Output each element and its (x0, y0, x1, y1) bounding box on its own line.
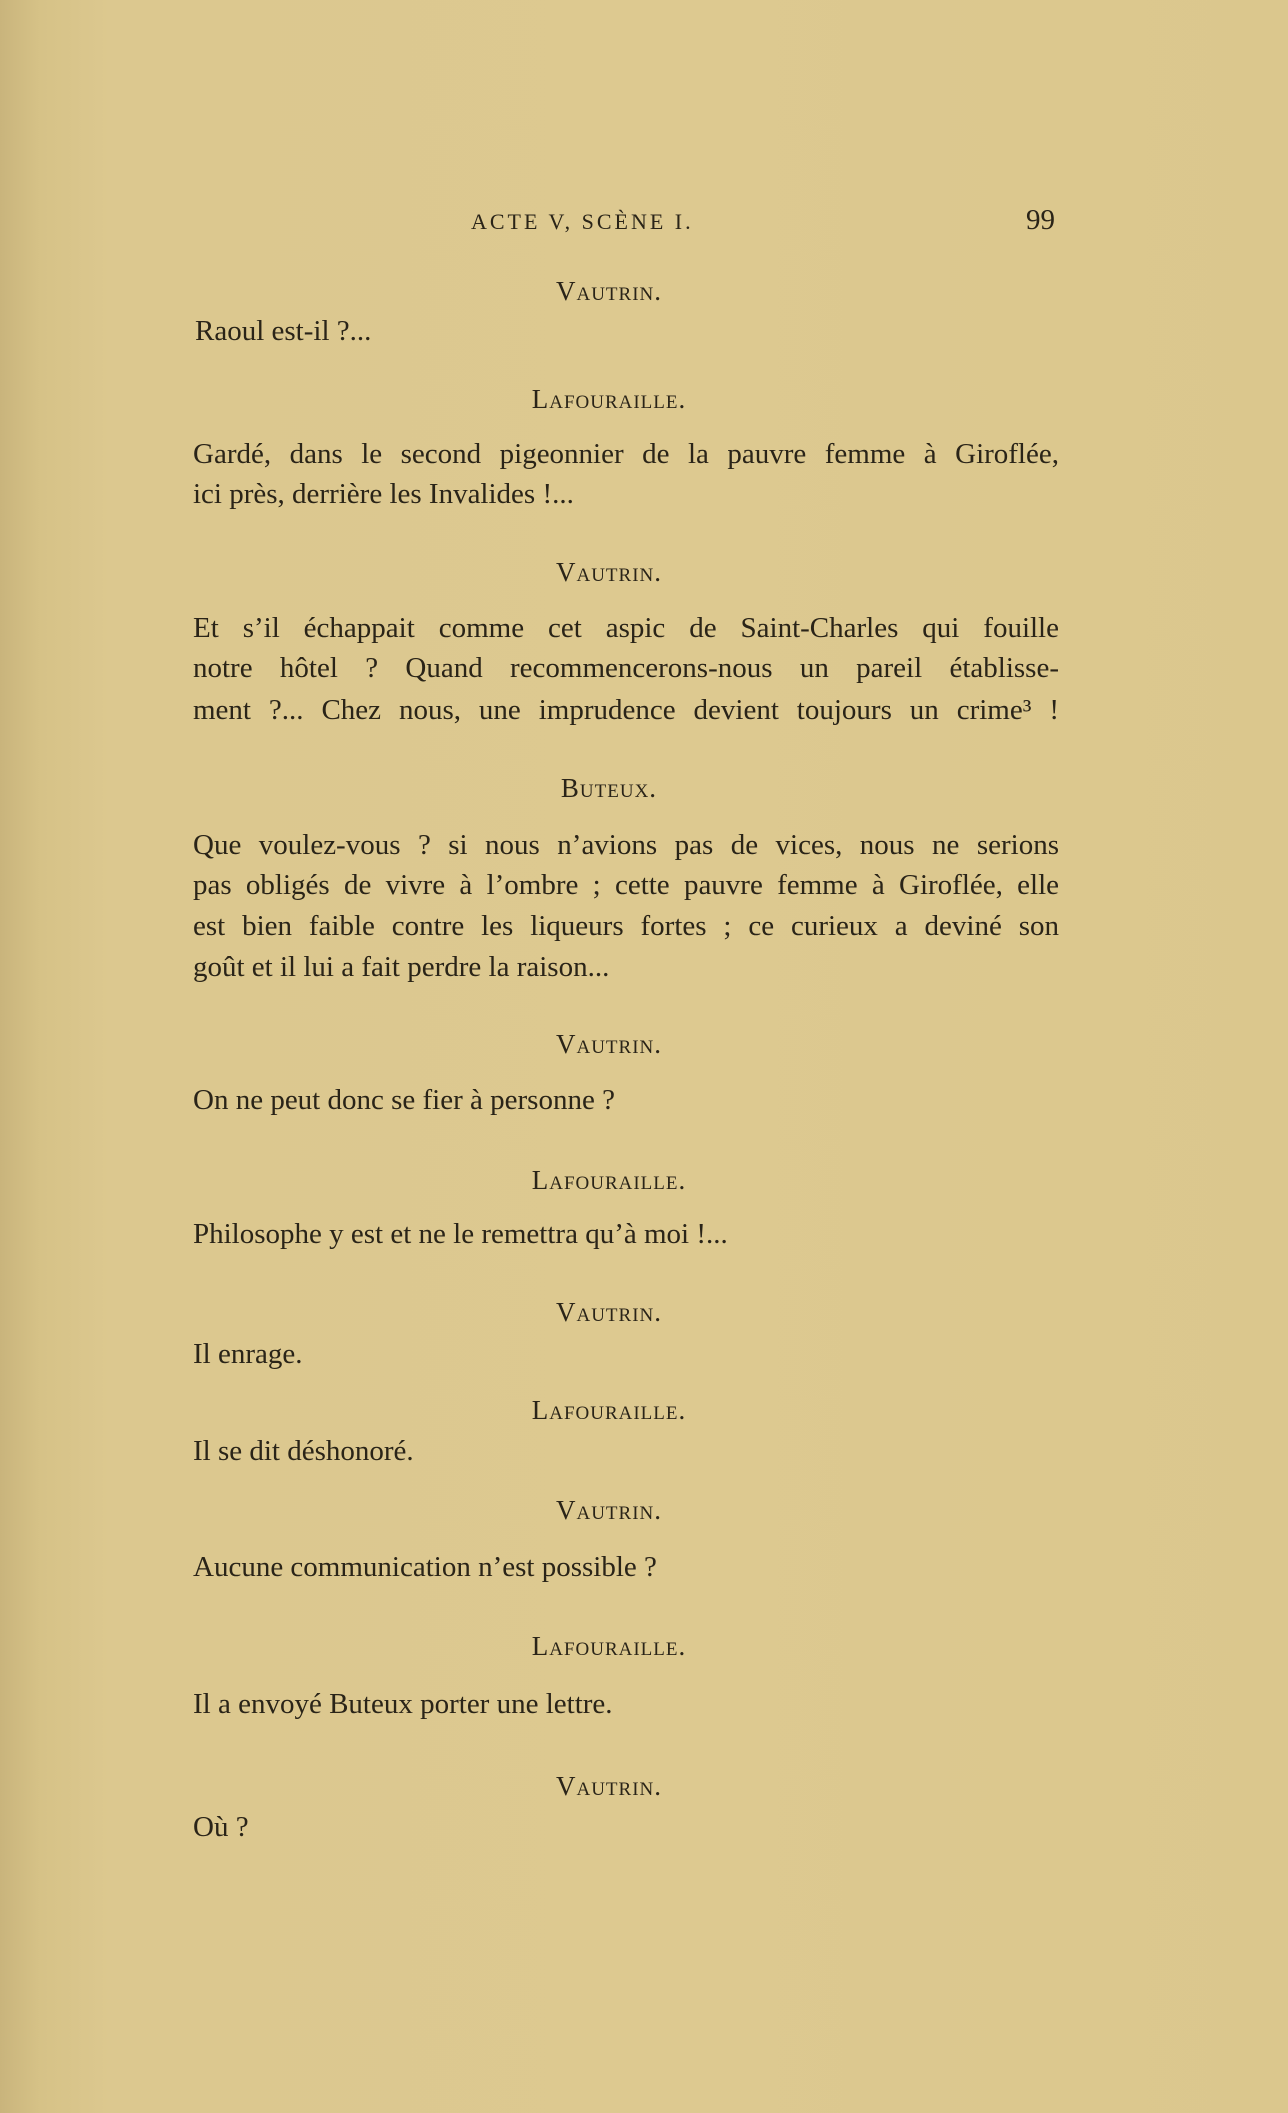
dialogue-line: ici près, derrière les Invalides !... (193, 478, 574, 510)
speaker-name: Lafouraille. (531, 384, 687, 414)
speaker-name: Vautrin. (555, 276, 663, 306)
dialogue-line: goût et il lui a fait perdre la raison... (193, 951, 610, 983)
dialogue-line: est bien faible contre les liqueurs fortes ; ce curieux a deviné son (193, 910, 1059, 942)
speaker-name: Vautrin. (555, 1495, 663, 1525)
dialogue-line: Il se dit déshonoré. (193, 1435, 414, 1467)
dialogue-line: On ne peut donc se fier à personne ? (193, 1084, 615, 1116)
speaker-name: Lafouraille. (531, 1631, 687, 1661)
speaker-name: Vautrin. (555, 1297, 663, 1327)
dialogue-line: Gardé, dans le second pigeonnier de la pauvre femme à Giroflée, (193, 438, 1059, 470)
speaker-name: Lafouraille. (531, 1395, 687, 1425)
speaker-name: Buteux. (560, 773, 658, 803)
dialogue-line: Philosophe y est et ne le remettra qu’à moi !... (193, 1218, 728, 1250)
page-number: 99 (1026, 204, 1055, 236)
dialogue-line: Raoul est-il ?... (195, 315, 372, 347)
dialogue-line: Et s’il échappait comme cet aspic de Saint-Charles qui fouille (193, 612, 1059, 644)
speaker-name: Lafouraille. (531, 1165, 687, 1195)
dialogue-line: Il a envoyé Buteux porter une lettre. (193, 1688, 613, 1720)
speaker-name: Vautrin. (555, 557, 663, 587)
dialogue-line: Que voulez-vous ? si nous n’avions pas de vices, nous ne serions (193, 829, 1059, 861)
dialogue-line: pas obligés de vivre à l’ombre ; cette pauvre femme à Giroflée, elle (193, 869, 1059, 901)
speaker-name: Vautrin. (555, 1771, 663, 1801)
dialogue-line: Où ? (193, 1811, 249, 1843)
dialogue-line: Aucune communication n’est possible ? (193, 1551, 657, 1583)
dialogue-line: ment ?... Chez nous, une imprudence devient toujours un crime³ ! (193, 694, 1059, 726)
dialogue-line: Il enrage. (193, 1338, 303, 1370)
speaker-name: Vautrin. (555, 1029, 663, 1059)
running-title: ACTE V, SCÈNE I. (471, 209, 694, 234)
dialogue-line: notre hôtel ? Quand recommencerons-nous un pareil établisse- (193, 652, 1059, 684)
